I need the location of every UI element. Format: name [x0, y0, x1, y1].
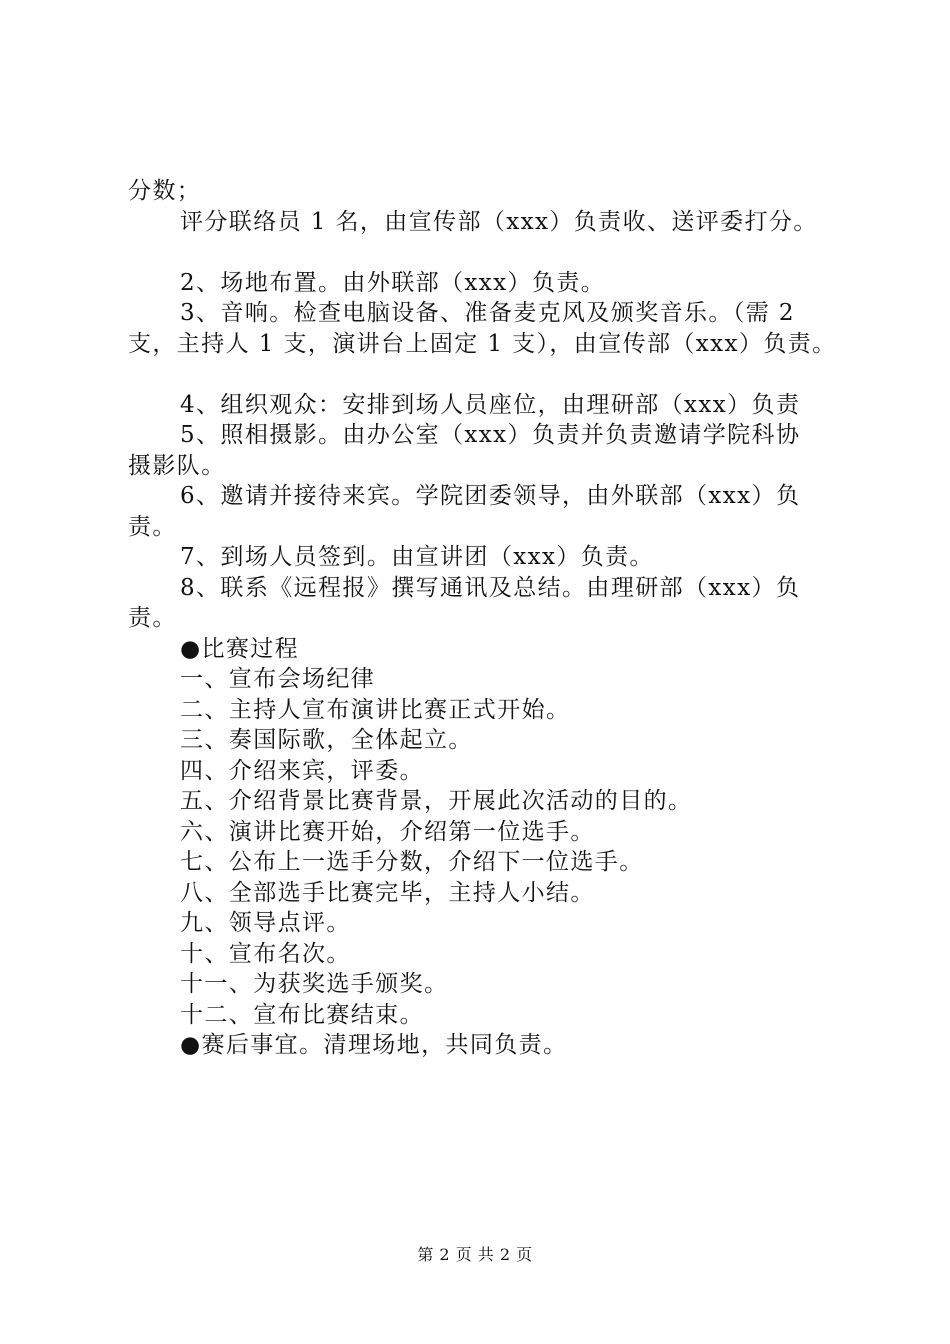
list-item: 十一、为获奖选手颁奖。: [180, 971, 449, 997]
section-heading-match-process: ●比赛过程: [180, 635, 300, 662]
blank-line: [128, 237, 838, 268]
section-heading-after-match: ●赛后事宜。清理场地，共同负责。: [180, 1032, 568, 1058]
list-item: 三、奏国际歌，全体起立。: [180, 727, 473, 753]
blank-line: [128, 359, 838, 390]
list-item: 五、介绍背景比赛背景，开展此次活动的目的。: [180, 788, 693, 814]
text-line: 8、联系《远程报》撰写通讯及总结。由理研部（xxx）负: [180, 574, 801, 601]
list-item: 四、介绍来宾，评委。: [180, 757, 424, 784]
text-line: 6、邀请并接待来宾。学院团委领导，由外联部（xxx）负: [180, 483, 801, 509]
text-line: 支，主持人 1 支，演讲台上固定 1 支），由宣传部（xxx）负责。: [128, 330, 837, 357]
text-line: 5、照相摄影。由办公室（xxx）负责并负责邀请学院科协: [180, 422, 801, 448]
text-line: 摄影队。: [128, 452, 226, 479]
list-item: 十二、宣布比赛结束。: [180, 1001, 424, 1028]
list-item: 七、公布上一选手分数，介绍下一位选手。: [180, 849, 644, 875]
page-footer: 第 2 页 共 2 页: [417, 1245, 533, 1264]
text-line: 分数；: [128, 178, 202, 204]
list-item: 六、演讲比赛开始，介绍第一位选手。: [180, 818, 595, 845]
text-line: 7、到场人员签到。由宣讲团（xxx）负责。: [180, 544, 654, 570]
list-item: 九、领导点评。: [180, 910, 351, 936]
list-item: 十、宣布名次。: [180, 940, 351, 967]
list-item: 八、全部选手比赛完毕，主持人小结。: [180, 879, 595, 906]
text-line: 3、音响。检查电脑设备、准备麦克风及颁奖音乐。（需 2: [180, 300, 795, 326]
text-line: 评分联络员 1 名，由宣传部（xxx）负责收、送评委打分。: [180, 208, 818, 235]
document-body: [128, 176, 838, 1061]
list-item: 一、宣布会场纪律: [180, 666, 376, 692]
text-line: 责。: [128, 513, 177, 540]
text-line: 4、组织观众：安排到场人员座位，由理研部（xxx）负责: [180, 391, 801, 418]
text-line: 责。: [128, 605, 177, 631]
list-item: 二、主持人宣布演讲比赛正式开始。: [180, 696, 571, 723]
text-line: 2、场地布置。由外联部（xxx）负责。: [180, 269, 606, 296]
